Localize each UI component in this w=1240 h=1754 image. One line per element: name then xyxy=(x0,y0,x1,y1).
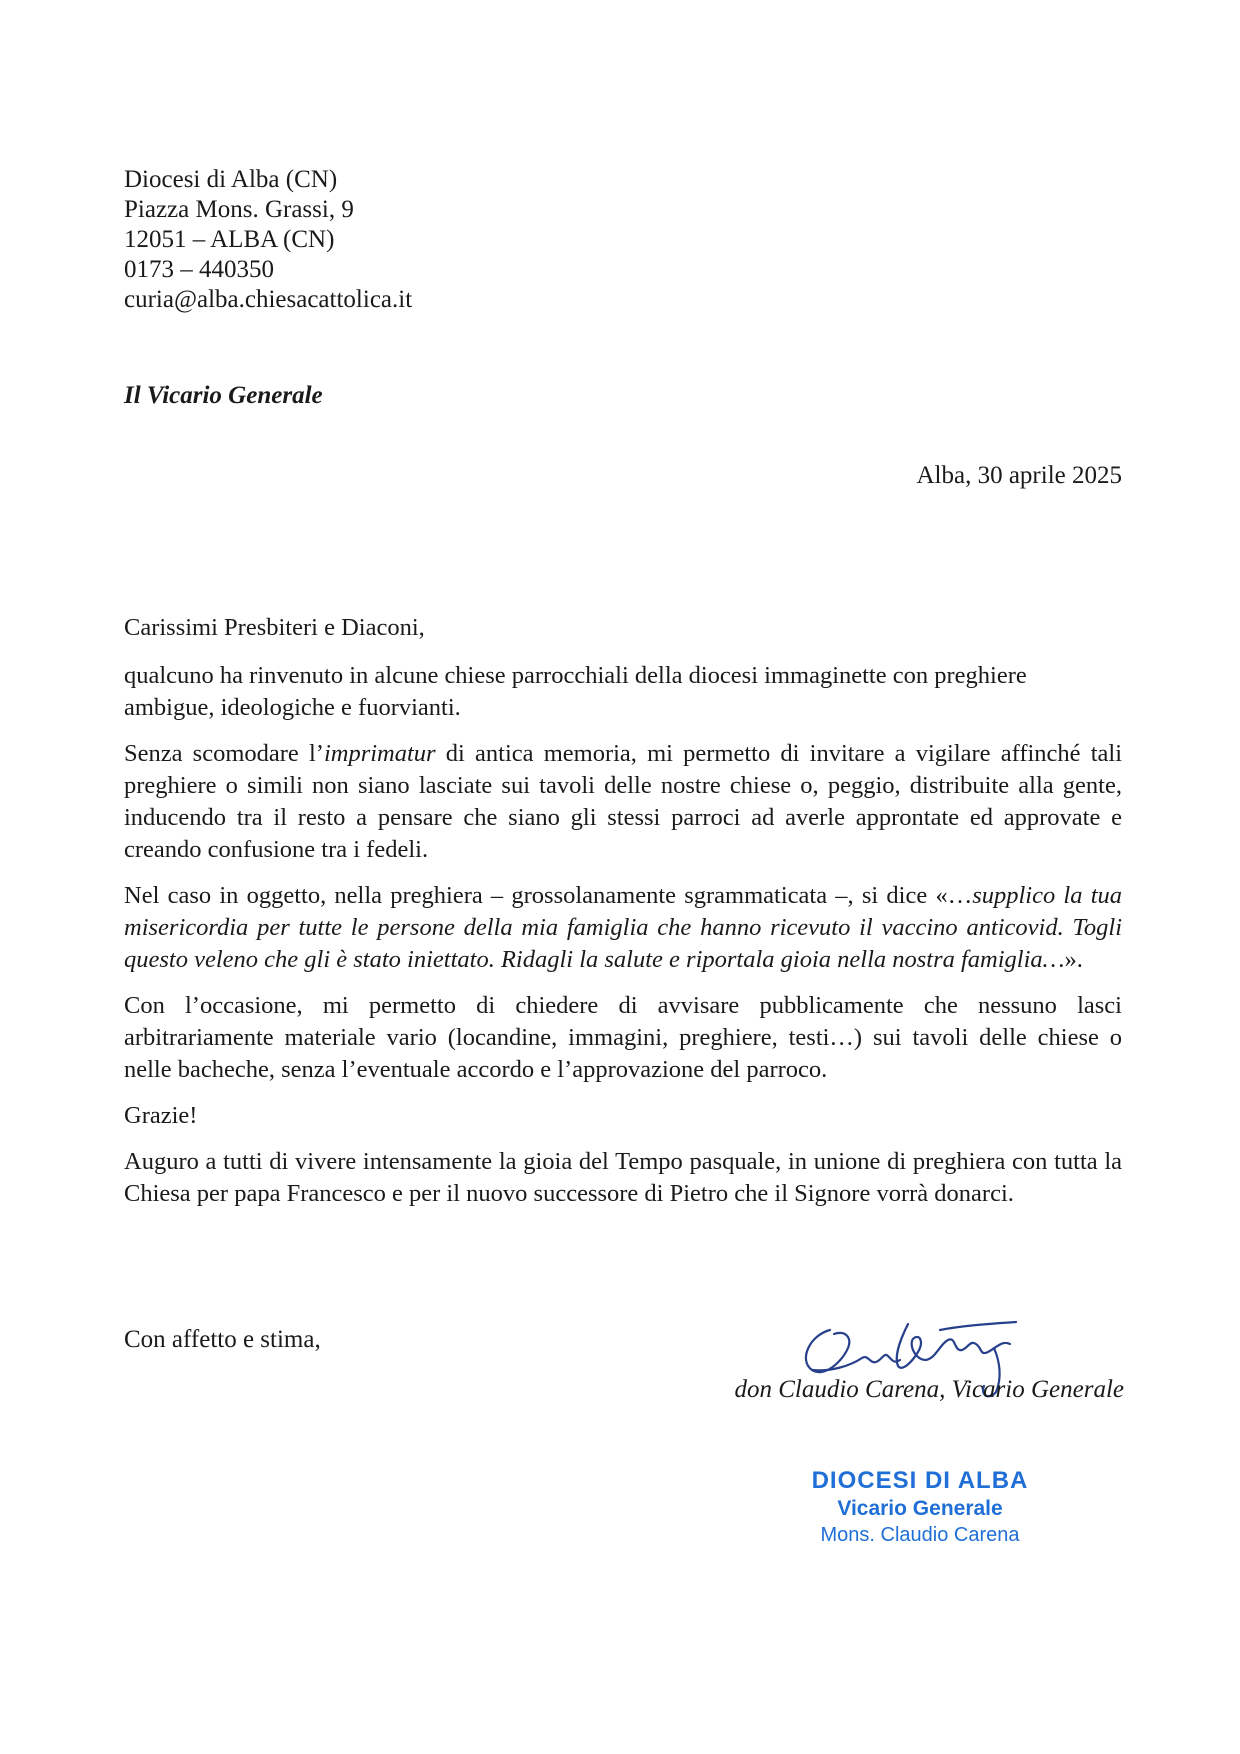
paragraph-2 xyxy=(124,738,1122,866)
sender-name: Diocesi di Alba (CN) xyxy=(124,166,338,193)
paragraph-3-part-c: ». xyxy=(1064,946,1083,973)
salutation: Carissimi Presbiteri e Diaconi, xyxy=(124,614,425,641)
sender-street: Piazza Mons. Grassi, 9 xyxy=(124,196,354,223)
closing-line: Con affetto e stima, xyxy=(124,1326,321,1353)
sender-email: curia@alba.chiesacattolica.it xyxy=(124,286,413,313)
paragraph-1: qualcuno ha rinvenuto in alcune chiese parrocchiali della diocesi immaginette con preghiere ambigue, ideologiche e fuorvianti. xyxy=(124,662,1027,721)
sender-phone: 0173 – 440350 xyxy=(124,256,274,283)
letter-body xyxy=(124,612,1122,1224)
letter-date: Alba, 30 aprile 2025 xyxy=(916,462,1122,489)
paragraph-2-part-c: di antica memoria, mi permetto di invitare a vigilare affinché tali preghiere o simili non siano lasciate sui tavoli delle nostre chiese o, peggio, distribuite alla gente, inducendo tra il resto a pensare che siano gli stessi parroci ad averle approntate ed approvate e creando confusione tra i fedeli. xyxy=(124,740,1123,863)
stamp-line-3: Mons. Claudio Carena xyxy=(820,1524,1020,1546)
official-stamp xyxy=(770,1466,1070,1548)
signer-name: don Claudio Carena, Vicario Generale xyxy=(734,1376,1124,1403)
stamp-line-2: Vicario Generale xyxy=(837,1497,1003,1520)
paragraph-3-part-a: Nel caso in oggetto, nella preghiera – grossolanamente sgrammaticata –, si dice «… xyxy=(124,882,973,909)
office-title: Il Vicario Generale xyxy=(124,382,323,409)
paragraph-3 xyxy=(124,880,1122,976)
sender-city: 12051 – ALBA (CN) xyxy=(124,226,335,253)
paragraph-4: Con l’occasione, mi permetto di chiedere di avvisare pubblicamente che nessuno lasci arbitrariamente materiale vario (locandine, immagini, preghiere, testi…) sui tavoli delle chiese o nelle bacheche, senza l’eventuale accordo e l’approvazione del parroco. xyxy=(124,992,1122,1083)
paragraph-2-part-a: Senza scomodare l’ xyxy=(124,740,324,767)
paragraph-6: Auguro a tutti di vivere intensamente la gioia del Tempo pasquale, in unione di preghiera con tutta la Chiesa per papa Francesco e per il nuovo successore di Pietro che il Signore vorrà donarci. xyxy=(124,1148,1122,1207)
paragraph-5: Grazie! xyxy=(124,1102,198,1129)
paragraph-3-quote: supplico la tua misericordia per tutte le persone della mia famiglia che hanno ricevuto il vaccino anticovid. Togli questo veleno che gli è stato iniettato. Ridagli la salute e riportala gioia nella nostra famiglia… xyxy=(124,882,1123,973)
paragraph-2-italic: imprimatur xyxy=(323,740,436,767)
stamp-line-1: DIOCESI DI ALBA xyxy=(811,1467,1029,1494)
sender-address xyxy=(124,165,412,315)
